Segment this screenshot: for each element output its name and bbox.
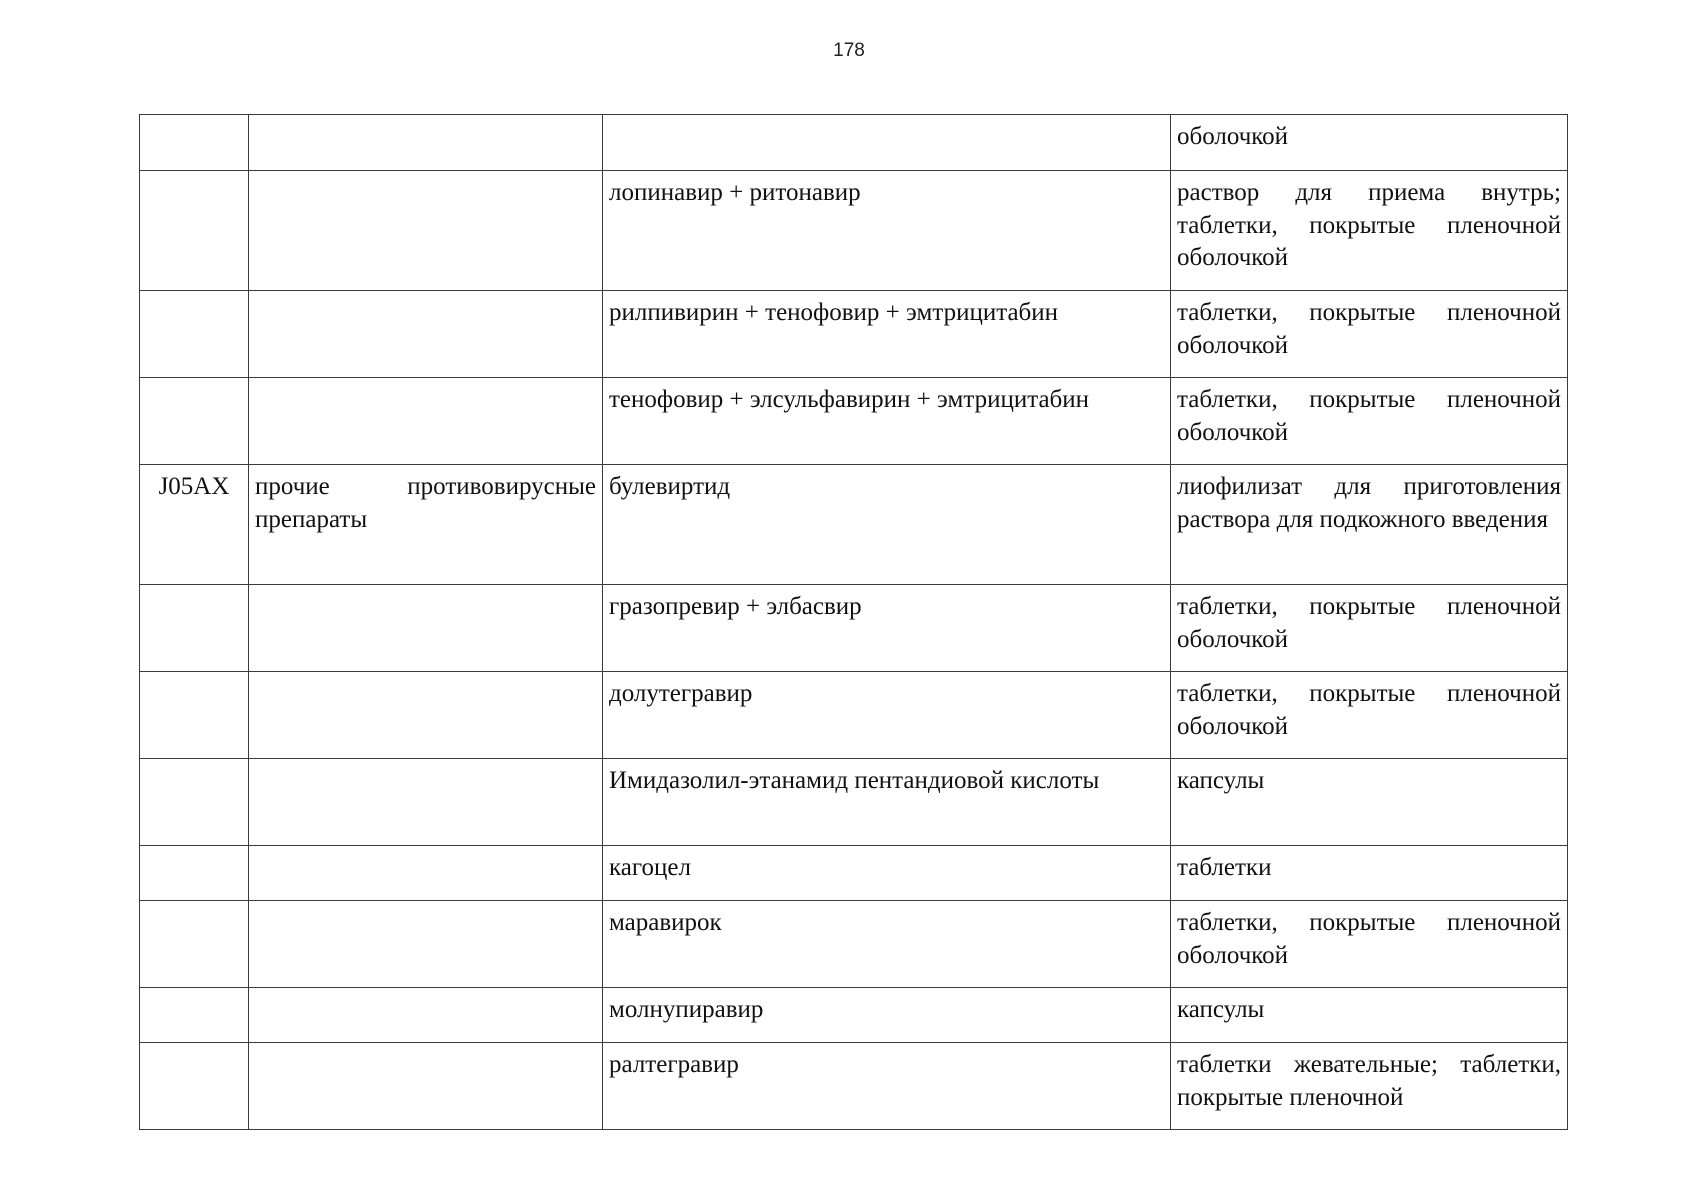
table-row: [140, 171, 1568, 291]
drug-name-cell: [603, 901, 1171, 988]
atc-code-cell: [140, 901, 249, 988]
dosage-form-cell-text: таблетки: [1177, 854, 1272, 881]
drug-name-cell: [603, 115, 1171, 171]
dosage-form-cell: [1171, 759, 1568, 846]
dosage-form-cell-text: таблетки жевательные; таблетки, покрытые пленочной: [1177, 1051, 1561, 1111]
group-cell: [249, 378, 603, 465]
dosage-form-cell-text: таблетки, покрытые пленочной оболочкой: [1177, 680, 1561, 740]
atc-code-cell: [140, 465, 249, 585]
atc-code-cell: [140, 1043, 249, 1130]
drug-table: [139, 114, 1568, 1130]
table-body: [140, 115, 1568, 1130]
atc-code-cell: [140, 846, 249, 901]
drug-name-cell: [603, 672, 1171, 759]
drug-name-cell: [603, 291, 1171, 378]
dosage-form-cell-text: таблетки, покрытые пленочной оболочкой: [1177, 909, 1561, 969]
dosage-form-cell-text: раствор для приема внутрь; таблетки, покрытые пленочной оболочкой: [1177, 179, 1561, 271]
dosage-form-cell-text: таблетки, покрытые пленочной оболочкой: [1177, 593, 1561, 653]
drug-name-cell: [603, 846, 1171, 901]
group-cell: [249, 585, 603, 672]
dosage-form-cell: [1171, 378, 1568, 465]
dosage-form-cell: [1171, 465, 1568, 585]
table-row: [140, 759, 1568, 846]
atc-code-cell: [140, 585, 249, 672]
group-cell: [249, 465, 603, 585]
table-row: [140, 115, 1568, 171]
group-cell: [249, 901, 603, 988]
drug-name-cell: [603, 585, 1171, 672]
drug-name-cell: [603, 378, 1171, 465]
group-cell: [249, 846, 603, 901]
table-row: [140, 1043, 1568, 1130]
drug-name-cell-text: лопинавир + ритонавир: [609, 179, 861, 206]
dosage-form-cell: [1171, 988, 1568, 1043]
drug-name-cell-text: долутегравир: [609, 680, 753, 707]
group-cell: [249, 171, 603, 291]
atc-code-cell: [140, 988, 249, 1043]
drug-name-cell-text: кагоцел: [609, 854, 691, 881]
drug-name-cell-text: гразопревир + элбасвир: [609, 593, 862, 620]
drug-name-cell: [603, 465, 1171, 585]
drug-name-cell-text: тенофовир + элсульфавирин + эмтрицитабин: [609, 386, 1090, 413]
dosage-form-cell: [1171, 901, 1568, 988]
table-row: [140, 291, 1568, 378]
drug-name-cell-text: молнупиравир: [609, 996, 764, 1023]
dosage-form-cell: [1171, 585, 1568, 672]
dosage-form-cell-text: лиофилизат для приготовления раствора для подкожного введения: [1177, 473, 1561, 533]
drug-name-cell-text: Имидазолил-этанамид пентандиовой кислоты: [609, 767, 1100, 794]
drug-name-cell-text: маравирок: [609, 909, 722, 936]
dosage-form-cell-text: капсулы: [1177, 767, 1265, 794]
group-cell: [249, 988, 603, 1043]
dosage-form-cell: [1171, 115, 1568, 171]
drug-name-cell: [603, 759, 1171, 846]
dosage-form-cell: [1171, 1043, 1568, 1130]
atc-code-cell: [140, 291, 249, 378]
dosage-form-cell: [1171, 846, 1568, 901]
group-cell: [249, 672, 603, 759]
atc-code-cell: [140, 378, 249, 465]
dosage-form-cell-text: оболочкой: [1177, 123, 1289, 150]
dosage-form-cell: [1171, 672, 1568, 759]
group-cell-text: прочие противовирусные препараты: [255, 473, 596, 533]
table-row: [140, 378, 1568, 465]
dosage-form-cell-text: таблетки, покрытые пленочной оболочкой: [1177, 299, 1561, 359]
atc-code-cell: [140, 672, 249, 759]
drug-name-cell-text: ралтегравир: [609, 1051, 739, 1078]
page-number: 178: [833, 40, 865, 61]
dosage-form-cell-text: таблетки, покрытые пленочной оболочкой: [1177, 386, 1561, 446]
dosage-form-cell-text: капсулы: [1177, 996, 1265, 1023]
atc-code-cell: [140, 171, 249, 291]
drug-name-cell: [603, 171, 1171, 291]
dosage-form-cell: [1171, 291, 1568, 378]
group-cell: [249, 291, 603, 378]
group-cell: [249, 1043, 603, 1130]
table-row: [140, 672, 1568, 759]
drug-name-cell: [603, 1043, 1171, 1130]
dosage-form-cell: [1171, 171, 1568, 291]
group-cell: [249, 115, 603, 171]
table-row: [140, 465, 1568, 585]
atc-code-cell: [140, 759, 249, 846]
drug-name-cell-text: булевиртид: [609, 473, 731, 500]
group-cell: [249, 759, 603, 846]
table-row: [140, 988, 1568, 1043]
atc-code-cell-text: J05AX: [158, 473, 230, 500]
table-row: [140, 901, 1568, 988]
drug-name-cell-text: рилпивирин + тенофовир + эмтрицитабин: [609, 299, 1059, 326]
table-row: [140, 585, 1568, 672]
table-row: [140, 846, 1568, 901]
atc-code-cell: [140, 115, 249, 171]
drug-name-cell: [603, 988, 1171, 1043]
